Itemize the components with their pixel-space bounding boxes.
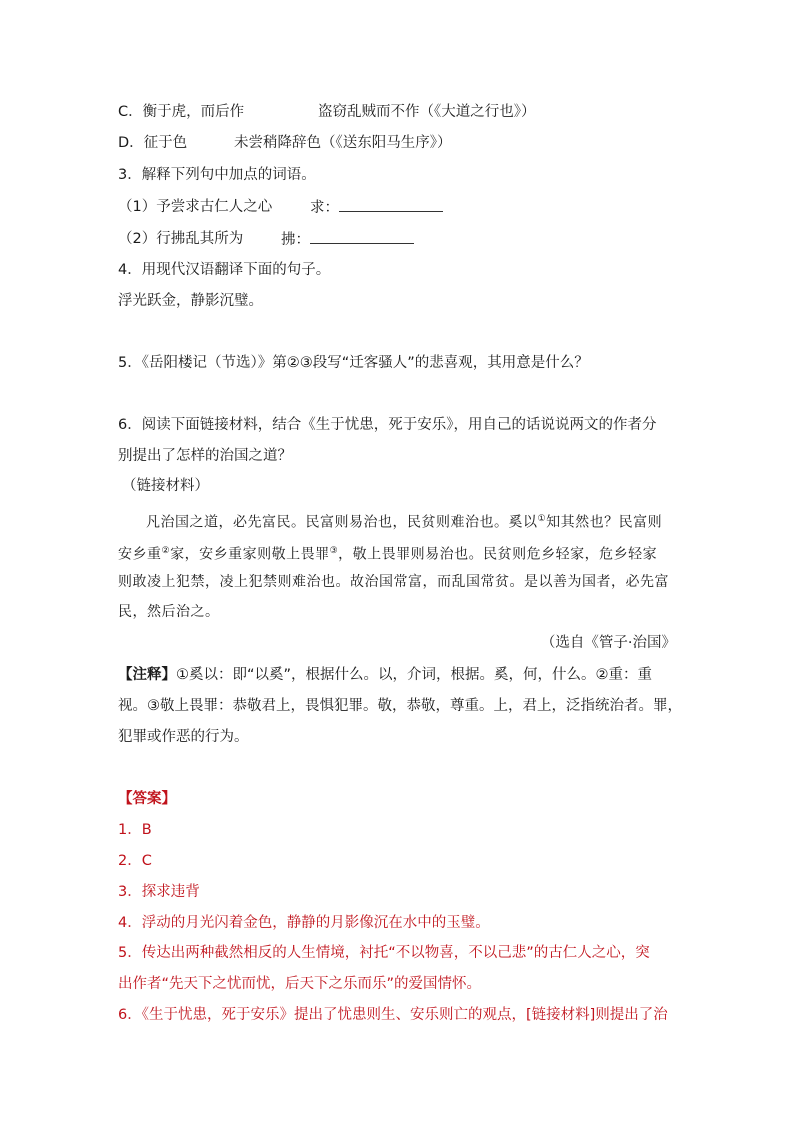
q3-item2-word: 拂：: [281, 232, 310, 248]
passage-text: 安乡重: [118, 546, 162, 563]
q5-title: 5．《岳阳楼记（节选）》第②③段写“迁客骚人”的悲喜观，其用意是什么？: [118, 355, 589, 371]
q3-item1: [118, 197, 339, 217]
passage-line-2: [118, 541, 657, 565]
q3-item2-blank[interactable]: [310, 229, 414, 244]
passage-text: 家，安乡重家则敬上畏罪: [170, 546, 330, 563]
passage-text: 知其然也？民富则: [546, 514, 663, 531]
answer-3: 3．探求违背: [118, 884, 200, 900]
q3-item2: [118, 229, 310, 249]
q3-item1-word: 求：: [310, 200, 339, 216]
answer-2: 2．C: [118, 853, 152, 869]
q3-item1-blank[interactable]: [339, 197, 443, 212]
material-label: （链接材料）: [122, 478, 209, 494]
q6-line2: 别提出了怎样的治国之道？: [118, 448, 292, 464]
option-d: [118, 133, 452, 153]
answer-heading: 【答案】: [118, 791, 176, 807]
note-text: ①奚以：即“以奚”，根据什么。以，介词，根据。奚，何，什么。②重：重: [176, 667, 653, 683]
footnote-ref-2: ②: [161, 546, 171, 556]
answer-5-line1: 5．传达出两种截然相反的人生情境，衬托“不以物喜，不以己悲”的古仁人之心，突: [118, 945, 650, 961]
option-c-left: C．衡于虎，而后作: [118, 104, 245, 120]
q3-item1-answer: [310, 197, 443, 218]
q3-item2-sentence: （2）行拂乱其所为: [118, 231, 244, 247]
footnote-ref-1: ①: [537, 514, 547, 524]
note-line-2: 视。③敬上畏罪：恭敬君上，畏惧犯罪。敬，恭敬，尊重。上，君上，泛指统治者。罪，: [118, 698, 682, 714]
option-c-right: 盗窃乱贼而不作（《大道之行也》）: [318, 104, 536, 120]
q3-item2-answer: [281, 229, 414, 250]
passage-line-4: 民，然后治之。: [118, 604, 220, 620]
option-d-left: D．征于色: [118, 135, 188, 151]
passage-text: ，敬上畏罪则易治也。民贫则危乡轻家，危乡轻家: [338, 546, 658, 563]
note-line-3: 犯罪或作恶的行为。: [118, 729, 249, 745]
q4-sentence: 浮光跃金，静影沉璧。: [118, 293, 263, 309]
answer-4: 4．浮动的月光闪着金色，静静的月影像沉在水中的玉璧。: [118, 915, 490, 931]
q3-title: 3．解释下列句中加点的词语。: [118, 167, 316, 183]
option-c: [118, 102, 536, 122]
footnote-ref-3: ③: [329, 546, 339, 556]
answer-5-line2: 出作者“先天下之忧而忧，后天下之乐而乐”的爱国情怀。: [118, 976, 482, 992]
option-d-right: 未尝稍降辞色（《送东阳马生序》）: [234, 135, 452, 151]
note-line-1: [118, 665, 652, 685]
passage-line-1: [146, 509, 662, 533]
q6-line1: 6．阅读下面链接材料，结合《生于忧患，死于安乐》，用自己的话说说两文的作者分: [118, 417, 657, 433]
answer-6-line1: 6．《生于忧患，死于安乐》提出了忧患则生、安乐则亡的观点，[链接材料]则提出了治: [118, 1007, 668, 1023]
q3-item1-sentence: （1）予尝求古仁人之心: [118, 199, 273, 215]
passage-line-3: 则敢凌上犯禁，凌上犯禁则难治也。故治国常富，而乱国常贫。是以善为国者，必先富: [118, 574, 669, 590]
note-label: 【注释】: [118, 667, 176, 683]
answer-1: 1．B: [118, 822, 152, 838]
passage-source: （选自《管子·治国》: [540, 635, 676, 651]
q4-title: 4．用现代汉语翻译下面的句子。: [118, 262, 331, 278]
passage-text: 凡治国之道，必先富民。民富则易治也，民贫则难治也。奚以: [146, 514, 538, 531]
